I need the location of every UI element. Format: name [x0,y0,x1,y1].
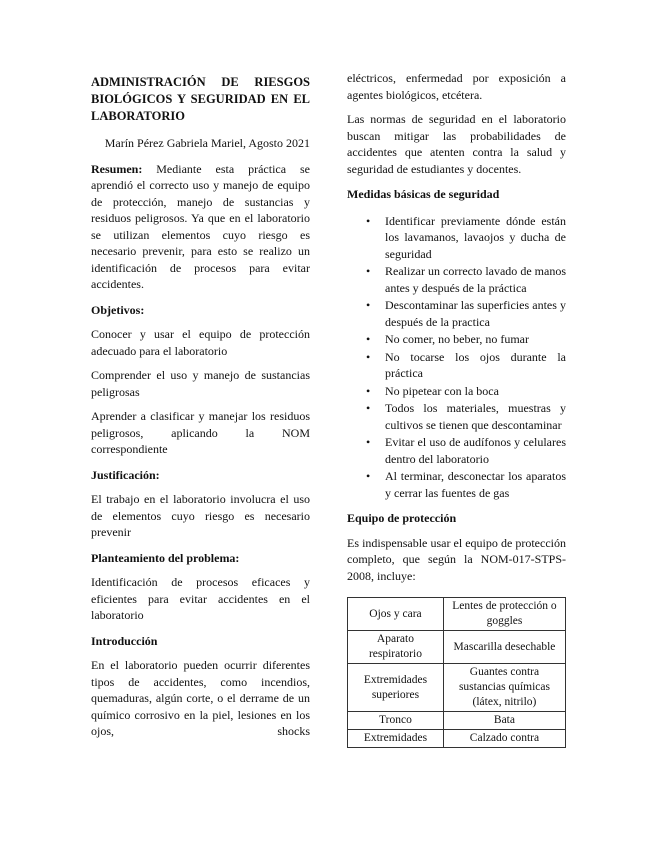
bullet-icon: • [366,401,371,415]
objetivo-1: Conocer y usar el equipo de protección adecuado para el laboratorio [91,327,310,358]
list-item: • Al terminar, desconectar los aparatos y cerrar las fuentes de gas [366,469,566,500]
bullet-icon: • [366,298,371,312]
equipo-text: Es indispensable usar el equipo de protección completo, que según la NOM-017-STPS-2008, incluye: [347,535,566,583]
introduccion-text2: Las normas de seguridad en el laboratorio buscan mitigar las probabilidades de accidentes que atenten contra la salud y seguridad de estudiantes y docentes. [347,112,566,176]
author-line: Marín Pérez Gabriela Mariel, Agosto 2021 [104,136,310,150]
table-cell: Mascarilla desechable [443,631,565,664]
justificacion-heading: Justificación: [91,467,160,482]
table-cell: Extremidades [348,730,444,748]
planteamiento-heading: Planteamiento del problema: [91,550,240,565]
table-cell: Lentes de protección o goggles [443,598,565,631]
equipo-heading: Equipo de protección [347,511,457,525]
list-item: • Todos los materiales, muestras y cultivos se tienen que descontaminar [366,401,566,432]
list-item: • No comer, no beber, no fumar [366,332,529,346]
bullet-icon: • [366,264,371,278]
table-row [348,664,566,712]
objetivos-heading: Objetivos: [91,302,145,317]
bullet-icon: • [366,435,371,449]
right-column [347,70,566,748]
table-row [348,730,566,748]
medidas-list [347,213,566,502]
table-cell: Tronco [348,712,444,730]
list-item: • Identificar previamente dónde están los lavamanos, lavaojos y ducha de seguridad [366,213,566,261]
abstract-label: Resumen: [91,161,143,176]
table-cell: Guantes contra sustancias químicas (látex, nitrilo) [443,664,565,712]
bullet-icon: • [366,383,371,398]
table-row [348,631,566,664]
bullet-icon: • [366,213,371,228]
table-cell: Ojos y cara [348,598,444,631]
list-item: • Evitar el uso de audífonos y celulares dentro del laboratorio [366,435,566,466]
introduccion-heading: Introducción [91,633,158,648]
bullet-icon: • [366,349,371,364]
paper-title: ADMINISTRACIÓN DE RIESGOS BIOLÓGICOS Y SEGURIDAD EN EL LABORATORIO [91,75,310,123]
objetivo-3: Aprender a clasificar y manejar los residuos peligrosos, aplicando la NOM correspondiente [91,409,310,456]
equipo-table [347,597,566,748]
table-row [348,712,566,730]
bullet-icon: • [366,332,371,346]
abstract [91,161,310,293]
table-cell: Extremidades superiores [348,664,444,712]
list-item: • Descontaminar las superficies antes y después de la practica [366,298,566,329]
introduccion-text-part2: eléctricos, enfermedad por exposición a agentes biológicos, etcétera. [347,71,566,102]
list-item: • No pipetear con la boca [366,383,499,398]
table-cell: Aparato respiratorio [348,631,444,664]
list-item: • Realizar un correcto lavado de manos antes y después de la práctica [366,264,566,295]
bullet-icon: • [366,469,371,483]
left-column [91,70,310,740]
list-item: • No tocarse los ojos durante la práctica [366,349,566,380]
abstract-text: Mediante esta práctica se aprendió el correcto uso y manejo de equipo de protección, manejo de sustancias y residuos peligrosos. Ya que en el laboratorio se utilizan elementos cuyo riesgo es necesario prevenir, para esto se realizo un identificación de procesos para evitar accidentes. [91,161,311,291]
introduccion-text-part1: En el laboratorio pueden ocurrir diferentes tipos de accidentes, como incendios, quemaduras, algún corte, o el derrame de un químico corrosivo en la piel, lesiones en los ojos, shocks [91,658,310,738]
justificacion-text: El trabajo en el laboratorio involucra el uso de elementos cuyo riesgo es necesario prevenir [91,492,310,539]
table-cell: Bata [443,712,565,730]
objetivo-2: Comprender el uso y manejo de sustancias peligrosas [91,368,310,399]
medidas-heading: Medidas básicas de seguridad [347,187,500,201]
table-cell: Calzado contra [443,730,565,748]
planteamiento-text: Identificación de procesos eficaces y eficientes para evitar accidentes en el laboratorio [91,575,310,622]
table-row [348,598,566,631]
